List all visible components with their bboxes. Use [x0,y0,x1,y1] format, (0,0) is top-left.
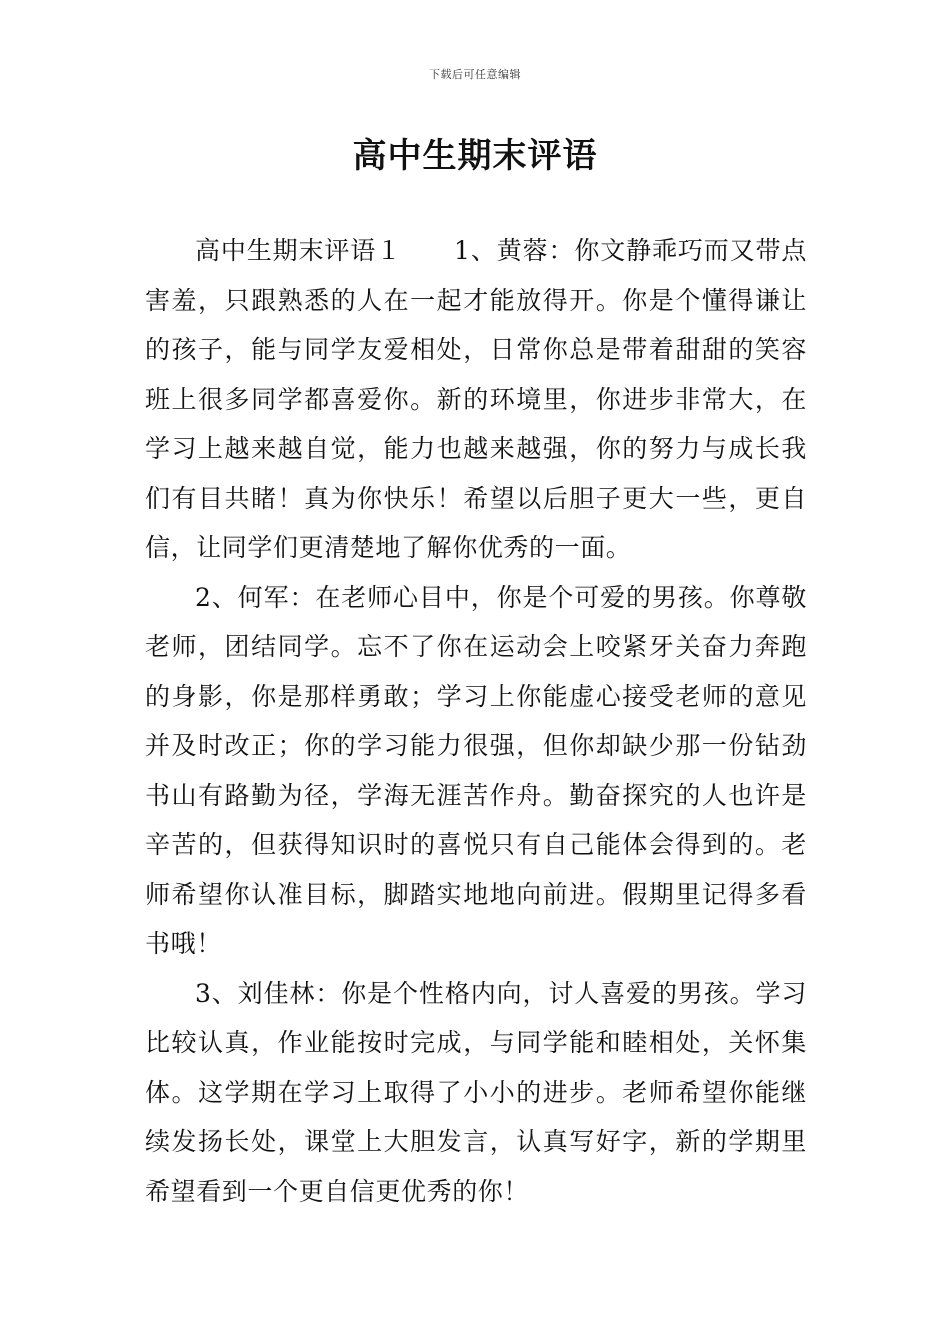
document-body [145,226,807,1216]
section-heading: 高中生期末评语１ [195,236,403,265]
document-title: 高中生期末评语 [352,136,598,176]
paragraph-1 [145,226,807,573]
paragraph-1-text: 1、黄蓉：你文静乖巧而又带点害羞，只跟熟悉的人在一起才能放得开。你是个懂得谦让的孩子，能与同学友爱相处，日常你总是带着甜甜的笑容班上很多同学都喜爱你。新的环境里，你进步非常大，在学习上越来越自觉，能力也越来越强，你的努力与成长我们有目共睹！真为你快乐！希望以后胆子更大一些，更自信，让同学们更清楚地了解你优秀的一面。 [145,236,807,562]
header-note: 下载后可任意编辑 [429,68,521,81]
paragraph-2: 2、何军：在老师心目中，你是个可爱的男孩。你尊敬老师，团结同学。忘不了你在运动会上咬紧牙关奋力奔跑的身影，你是那样勇敢；学习上你能虚心接受老师的意见并及时改正；你的学习能力很强，但你却缺少那一份钻劲书山有路勤为径，学海无涯苦作舟。勤奋探究的人也许是辛苦的，但获得知识时的喜悦只有自己能体会得到的。老师希望你认准目标，脚踏实地地向前进。假期里记得多看书哦！ [145,582,807,958]
paragraph-3: 3、刘佳林：你是个性格内向，讨人喜爱的男孩。学习比较认真，作业能按时完成，与同学能和睦相处，关怀集体。这学期在学习上取得了小小的进步。老师希望你能继续发扬长处，课堂上大胆发言，认真写好字，新的学期里希望看到一个更自信更优秀的你！ [145,978,807,1206]
